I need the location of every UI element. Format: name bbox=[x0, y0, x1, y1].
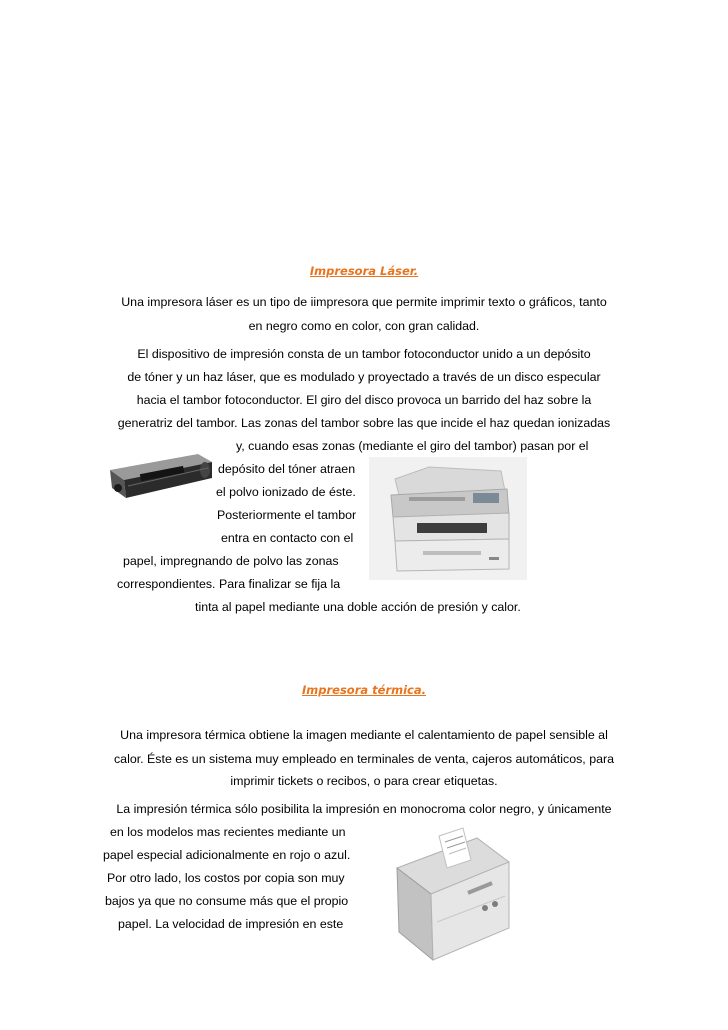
laser-line-1: Una impresora láser es un tipo de iimpresora que permite imprimir texto o gráficos, tanto bbox=[121, 295, 607, 309]
laser-line-10: Posteriormente el tambor bbox=[217, 508, 357, 522]
laser-line-11: entra en contacto con el bbox=[221, 531, 354, 545]
toner-cartridge-image bbox=[104, 448, 216, 504]
laser-line-5: hacia el tambor fotoconductor. El giro del disco provoca un barrido del haz sobre la bbox=[136, 393, 592, 407]
thermal-line-9: papel. La velocidad de impresión en este bbox=[118, 917, 344, 931]
thermal-line-8: bajos ya que no consume más que el propio bbox=[105, 894, 349, 908]
thermal-line-7: Por otro lado, los costos por copia son muy bbox=[107, 871, 345, 885]
laser-line-12: papel, impregnando de polvo las zonas bbox=[123, 554, 339, 568]
laser-line-14: tinta al papel mediante una doble acción de presión y calor. bbox=[195, 600, 521, 614]
thermal-line-2: calor. Éste es un sistema muy empleado en terminales de venta, cajeros automáticos, para bbox=[113, 752, 614, 766]
thermal-printer-image bbox=[367, 826, 520, 974]
thermal-line-1: Una impresora térmica obtiene la imagen mediante el calentamiento de papel sensible al bbox=[120, 728, 608, 742]
thermal-line-3: imprimir tickets o recibos, o para crear etiquetas. bbox=[230, 774, 498, 788]
laser-line-4: de tóner y un haz láser, que es modulado y proyectado a través de un disco especular bbox=[127, 370, 601, 384]
thermal-line-5: en los modelos mas recientes mediante un bbox=[110, 825, 346, 839]
laser-printer-image bbox=[369, 457, 527, 580]
thermal-line-6: papel especial adicionalmente en rojo o azul. bbox=[103, 848, 351, 862]
laser-line-6: generatriz del tambor. Las zonas del tambor sobre las que incide el haz quedan ionizadas bbox=[117, 416, 611, 430]
laser-line-8: depósito del tóner atraen bbox=[218, 462, 356, 476]
laser-line-3: El dispositivo de impresión consta de un tambor fotoconductor unido a un depósito bbox=[137, 347, 591, 361]
laser-line-9: el polvo ionizado de éste. bbox=[216, 485, 356, 499]
laser-line-7: y, cuando esas zonas (mediante el giro del tambor) pasan por el bbox=[236, 439, 589, 453]
laser-line-2: en negro como en color, con gran calidad. bbox=[248, 319, 480, 333]
laser-heading: Impresora Láser. bbox=[309, 264, 419, 278]
thermal-heading: Impresora térmica. bbox=[302, 683, 426, 697]
laser-line-13: correspondientes. Para finalizar se fija la bbox=[117, 577, 341, 591]
thermal-line-4: La impresión térmica sólo posibilita la impresión en monocroma color negro, y únicamente bbox=[116, 802, 612, 816]
